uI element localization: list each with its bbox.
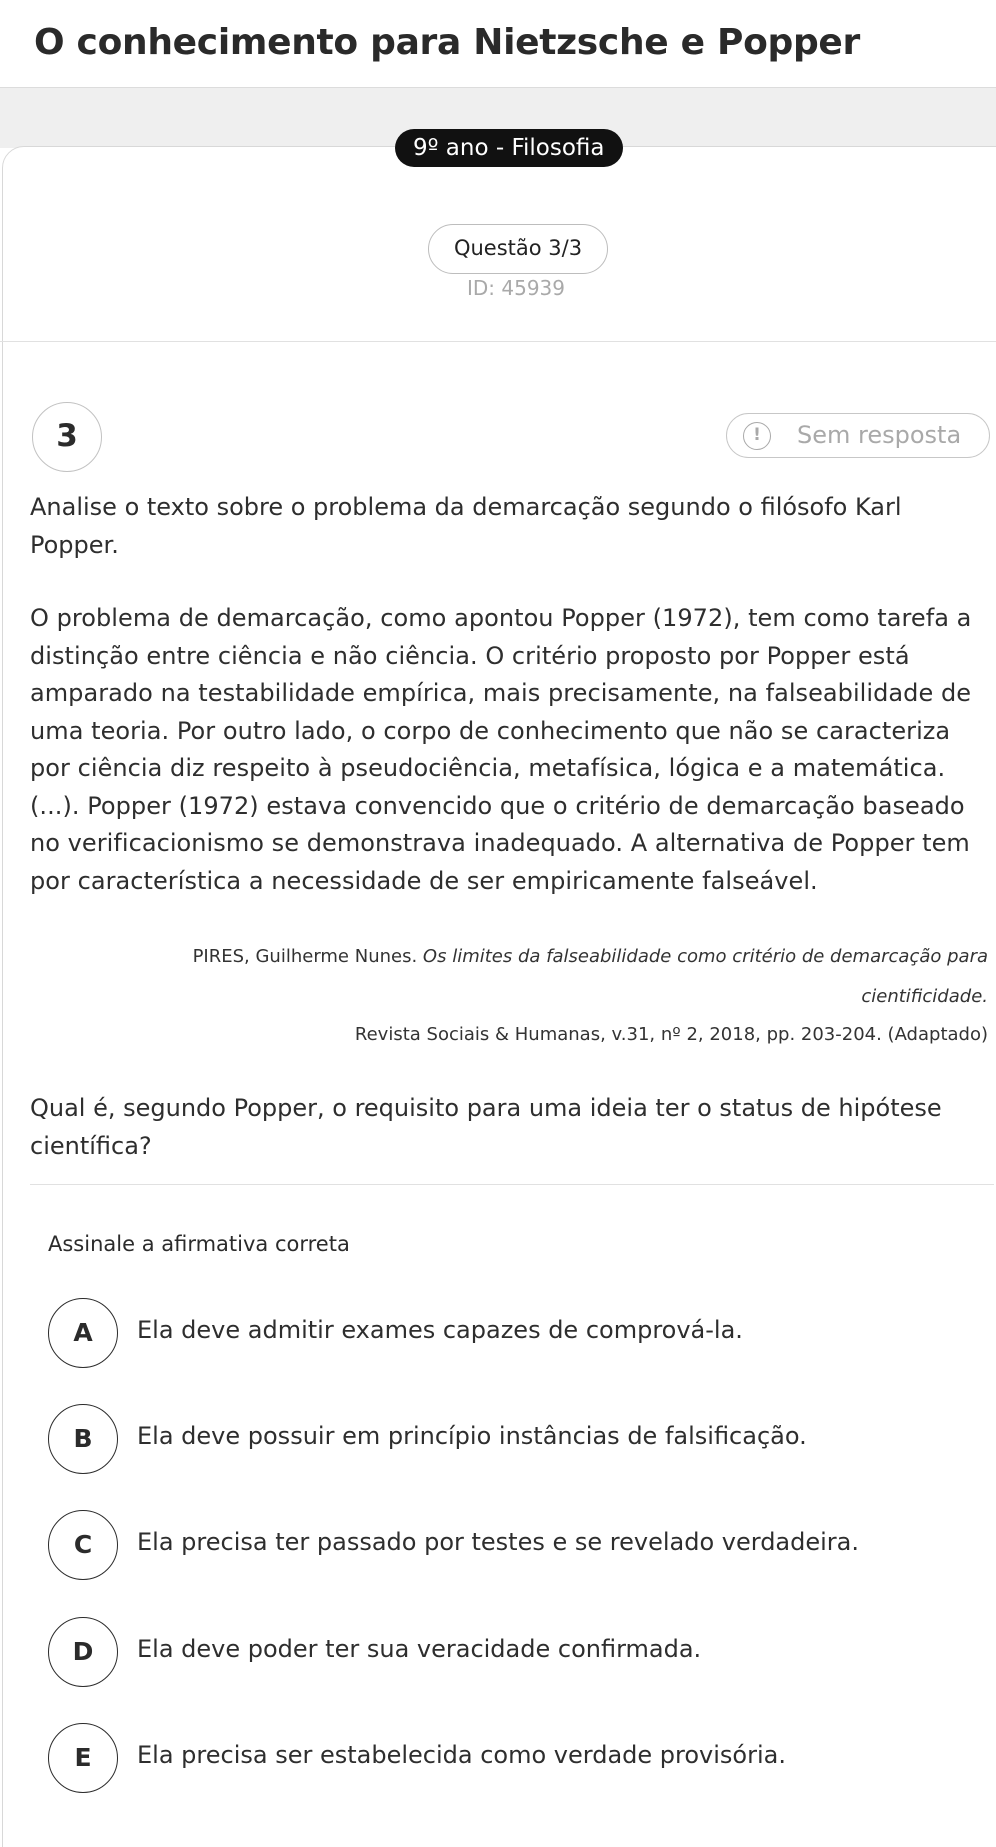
option-e[interactable] [48, 1723, 988, 1795]
divider [30, 1184, 994, 1185]
status-text: Sem resposta [797, 421, 962, 449]
option-text[interactable]: Ela deve poder ter sua veracidade confirmada. [137, 1635, 702, 1663]
option-text[interactable]: Ela deve possuir em princípio instâncias de falsificação. [137, 1422, 807, 1450]
answer-instruction: Assinale a afirmativa correta [48, 1232, 350, 1256]
status-badge [726, 413, 990, 458]
top-bar [0, 0, 996, 88]
option-letter[interactable]: E [48, 1723, 118, 1793]
option-letter[interactable]: D [48, 1617, 118, 1687]
question-number: 3 [32, 402, 102, 472]
option-letter[interactable]: C [48, 1510, 118, 1580]
exclamation-circle-icon: ! [743, 422, 771, 450]
citation-title: Os limites da falseabilidade como critério de demarcação para [422, 946, 988, 967]
citation-source: Revista Sociais & Humanas, v.31, nº 2, 2018, pp. 203-204. (Adaptado) [354, 1024, 988, 1045]
option-a[interactable] [48, 1298, 988, 1370]
divider [0, 341, 996, 342]
grade-badge: 9º ano - Filosofia [395, 129, 623, 167]
option-c[interactable] [48, 1510, 988, 1582]
option-text[interactable]: Ela precisa ter passado por testes e se revelado verdadeira. [137, 1528, 860, 1556]
citation-line-1 [28, 946, 988, 967]
option-letter[interactable]: B [48, 1404, 118, 1474]
citation-author: PIRES, Guilherme Nunes. [192, 946, 418, 967]
option-letter[interactable]: A [48, 1298, 118, 1368]
question-counter: Questão 3/3 [428, 224, 608, 274]
page-title: O conhecimento para Nietzsche e Popper [34, 22, 861, 63]
question-prompt: Qual é, segundo Popper, o requisito para uma ideia ter o status de hipótese científica? [30, 1094, 942, 1160]
option-text[interactable]: Ela precisa ser estabelecida como verdade provisória. [137, 1741, 786, 1769]
question-intro: Analise o texto sobre o problema da demarcação segundo o filósofo Karl Popper. [30, 493, 902, 559]
option-d[interactable] [48, 1617, 988, 1689]
question-id: ID: 45939 [466, 276, 566, 300]
option-text[interactable]: Ela deve admitir exames capazes de comprová-la. [137, 1316, 743, 1344]
question-passage: O problema de demarcação, como apontou Popper (1972), tem como tarefa a distinção entre ciência e não ciência. O critério proposto por Popper está amparado na testabilidade empírica, mais precisamente, na falseabilidade de uma teoria. Por outro lado, o corpo de conhecimento que não se caracteriza por ciência diz respeito à pseudociência, metafísica, lógica e a matemática. (...). Popper (1972) estava convencido que o critério de demarcação baseado no verificacionismo se demonstrava inadequado. A alternativa de Popper tem por característica a necessidade de ser empiricamente falseável. [30, 604, 972, 895]
option-b[interactable] [48, 1404, 988, 1476]
citation-line-2: cientificidade. [861, 986, 988, 1007]
